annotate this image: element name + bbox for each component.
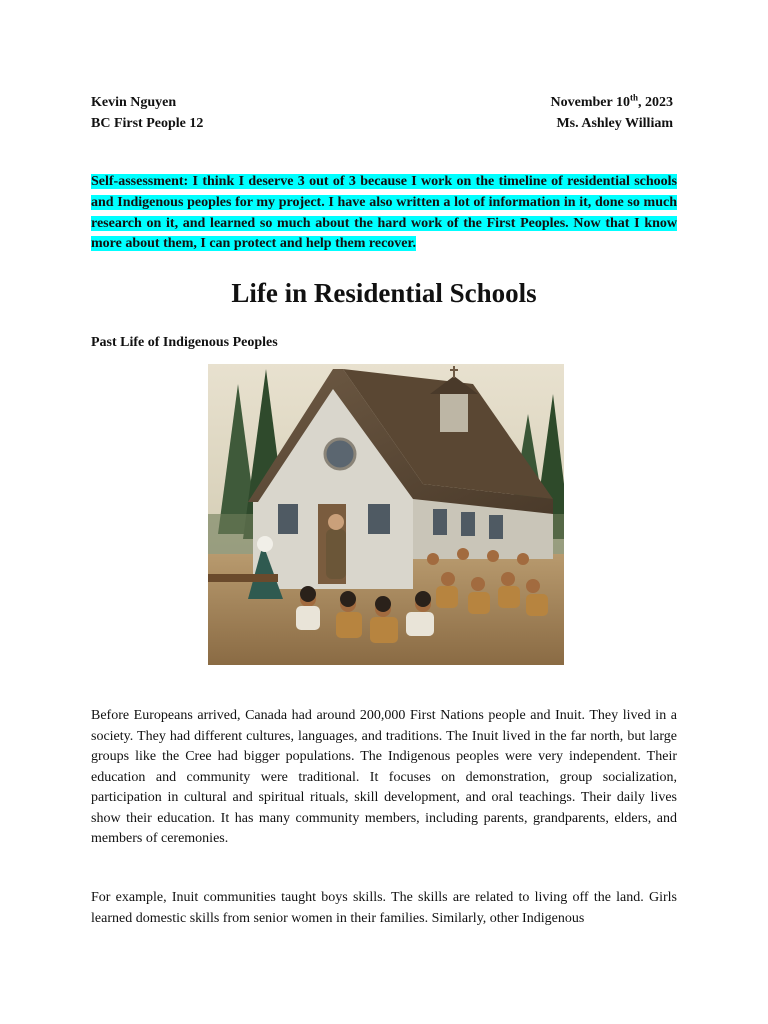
section-heading: Past Life of Indigenous Peoples [91,335,278,350]
date-day: November 10 [550,95,630,110]
page-title: Life in Residential Schools [231,278,537,308]
date-suffix: th [629,92,638,103]
date-year: , 2023 [638,95,673,110]
header-left [91,93,203,134]
student-name: Kevin Nguyen [91,95,177,110]
document-date [551,93,673,114]
self-assessment-block [91,172,677,255]
self-assessment-text: Self-assessment: I think I deserve 3 out of 3 because I work on the timeline of residential schools and Indigenous peoples for my project. I have also written a lot of information in it, done so much research on it, and learned so much about the hard work of the First Peoples. Now that I know more about them, I can protect and help them recover. [91,174,677,252]
course-name: BC First People 12 [91,115,204,131]
body-paragraph-1: Before Europeans arrived, Canada had around 200,000 First Nations people and Inuit. They lived in a society. They had different cultures, languages, and traditions. The Inuit lived in the far north, but large groups like the Cree had bigger populations. The Indigenous peoples were very independent. Their education and community were traditional. It focuses on demonstration, group socialization, participation in cultural and spiritual rituals, skill development, and oral teachings. Their daily lives show their education. It has many community members, including parents, grandparents, elders, and members of ceremonies. [91,708,677,846]
header-right [551,93,673,134]
schoolhouse-illustration [208,364,564,665]
body-paragraph-2: For example, Inuit communities taught boys skills. The skills are related to living off the land. Girls learned domestic skills from senior women in their families. Similarly, other Indigenous [91,890,677,926]
teacher-name: Ms. Ashley William [556,115,673,131]
